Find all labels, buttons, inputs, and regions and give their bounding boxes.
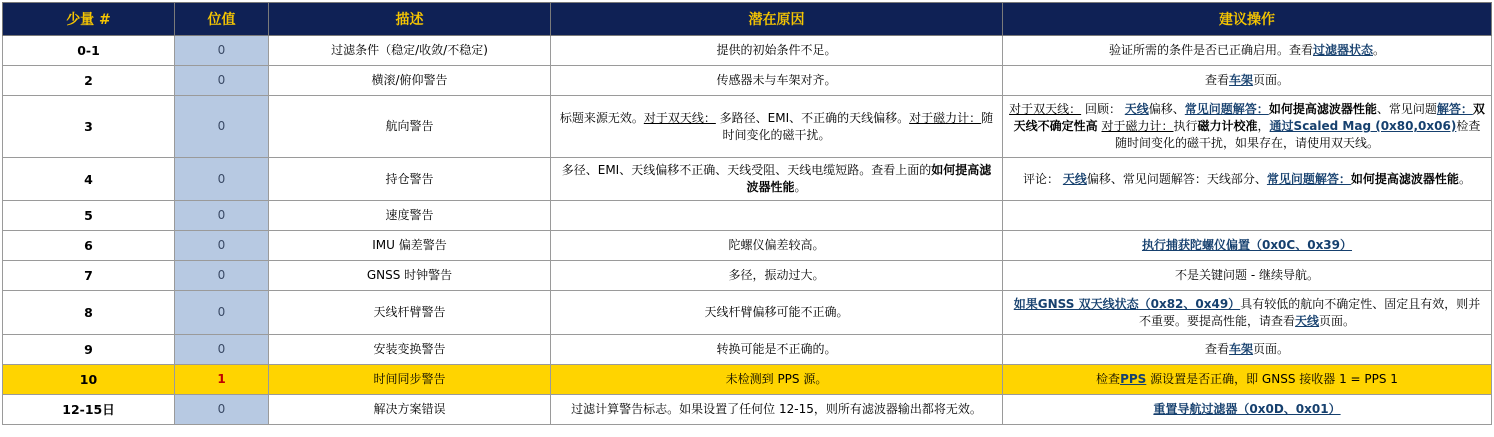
header-action: 建议操作 [1003,3,1492,36]
table-row [3,158,1492,201]
bit-value-cell: 0 [175,201,269,231]
description-cell: 天线杆臂警告 [269,291,551,335]
table-row [3,36,1492,66]
table-row [3,261,1492,291]
cause-cell [551,201,1003,231]
action-text: 对于磁力计： [1101,119,1174,133]
action-text: 源设置是否正确，即 GNSS 接收器 1 = PPS 1 [1146,372,1398,386]
cause-text: 标题来源无效。 [559,110,644,125]
action-cell [1003,96,1492,158]
doc-link[interactable]: 重置导航过滤器（0x0D、0x01） [1153,402,1341,416]
doc-link[interactable]: 过滤器状态 [1312,43,1373,57]
description-cell: 过滤条件（稳定/收敛/不稳定) [269,36,551,66]
doc-link[interactable]: PPS [1120,372,1147,386]
cause-cell [551,335,1003,365]
action-text: 页面。 [1253,342,1290,356]
cause-cell [551,291,1003,335]
doc-link[interactable]: 天线 [1062,171,1087,186]
table-row [3,365,1492,395]
doc-link[interactable]: 通过Scaled Mag (0x80,0x06) [1269,119,1457,133]
doc-link[interactable]: 天线 [1294,313,1319,328]
action-text: 页面。 [1253,73,1290,87]
action-text: 回顾： [1081,102,1125,116]
action-cell [1003,36,1492,66]
action-text: 验证所需的条件是否已正确启用。查看 [1108,43,1313,57]
action-cell [1003,201,1492,231]
cause-text: 多路径、EMI、不正确的天线偏移。 [715,110,910,125]
table-row [3,201,1492,231]
doc-link[interactable]: 执行捕获陀螺仪偏置（0x0C、0x39） [1141,238,1353,252]
table-body [3,36,1492,425]
bit-value-cell: 0 [175,335,269,365]
action-text: 查看 [1204,342,1229,356]
bit-range-cell: 6 [3,231,175,261]
description-cell: 速度警告 [269,201,551,231]
action-cell [1003,66,1492,96]
bit-range-cell: 8 [3,291,175,335]
bit-value-cell: 0 [175,158,269,201]
action-text: 。 [1458,171,1471,186]
action-text: 执行 [1173,119,1198,133]
cause-cell [551,66,1003,96]
doc-link[interactable]: 天线 [1124,102,1149,116]
bit-range-cell: 3 [3,96,175,158]
bit-value-cell: 0 [175,395,269,425]
bit-value-cell: 0 [175,66,269,96]
cause-text: 未检测到 PPS 源。 [725,372,828,386]
cause-text: 提供的初始条件不足。 [716,43,837,57]
description-cell: IMU 偏差警告 [269,231,551,261]
cause-text: 对于双天线： [643,110,716,125]
doc-link[interactable]: 常见问题解答： [1266,171,1351,186]
action-text: 磁力计校准 [1197,119,1258,133]
bit-value-cell: 0 [175,261,269,291]
doc-link[interactable]: 解答： [1436,102,1473,116]
cause-text: 传感器未与车架对齐。 [716,73,837,87]
cause-text: 天线杆臂偏移可能不正确。 [704,305,849,319]
action-cell [1003,261,1492,291]
table-row [3,96,1492,158]
description-cell: 安装变换警告 [269,335,551,365]
cause-cell [551,158,1003,201]
bit-value-cell: 1 [175,365,269,395]
action-text: 不是关键问题 - 继续导航。 [1175,268,1319,282]
action-text: 。 [1373,43,1386,57]
action-text: 页面。 [1319,313,1356,328]
cause-text: 多径、EMI、天线偏移不正确、天线受阻、天线电缆短路。查看上面的 [561,163,932,177]
bit-value-cell: 0 [175,96,269,158]
bit-range-cell: 5 [3,201,175,231]
cause-cell [551,261,1003,291]
action-text: 偏移、常见问题解答：天线部分、 [1086,171,1267,186]
bit-range-cell: 10 [3,365,175,395]
bit-range-cell: 12-15日 [3,395,175,425]
bit-range-cell: 9 [3,335,175,365]
doc-link[interactable]: 车架 [1228,342,1253,356]
bit-range-cell: 7 [3,261,175,291]
action-text: 、常见问题 [1376,102,1437,116]
cause-text: 对于磁力计： [909,110,982,125]
header-cause: 潜在原因 [551,3,1003,36]
action-text: 如何提高滤波器性能 [1268,102,1377,116]
action-cell [1003,231,1492,261]
table-row [3,66,1492,96]
action-cell [1003,291,1492,335]
cause-text: 随时间变化的磁干扰。 [722,110,994,142]
description-cell: 横滚/俯仰警告 [269,66,551,96]
action-cell [1003,335,1492,365]
description-cell: GNSS 时钟警告 [269,261,551,291]
cause-cell [551,96,1003,158]
table-row [3,291,1492,335]
action-cell [1003,365,1492,395]
action-text: 具有较低的航向不确定性、固定且有效，则并不重要。要提高性能，请查看 [1138,296,1481,328]
description-cell: 航向警告 [269,96,551,158]
action-text: ， [1257,119,1270,133]
action-text: 如何提高滤波器性能 [1350,171,1459,186]
action-text: 对于双天线： [1009,102,1082,116]
bit-range-cell: 2 [3,66,175,96]
cause-cell [551,395,1003,425]
action-cell [1003,158,1492,201]
action-text: 偏移、 [1148,102,1185,116]
header-value: 位值 [175,3,269,36]
action-text: 检查随时间变化的磁干扰，如果存在，请使用双天线。 [1114,119,1481,150]
action-text: 双天线不确定性高 [1013,102,1485,133]
doc-link[interactable]: 车架 [1228,73,1253,87]
action-text: 评论： [1023,171,1063,186]
header-description: 描述 [269,3,551,36]
bit-status-table [2,2,1492,425]
cause-text: 陀螺仪偏差较高。 [728,238,825,252]
cause-cell [551,36,1003,66]
action-text: 查看 [1204,73,1229,87]
bit-value-cell: 0 [175,36,269,66]
bit-range-cell: 4 [3,158,175,201]
header-row [3,3,1492,36]
description-cell: 持仓警告 [269,158,551,201]
table-row [3,395,1492,425]
action-cell [1003,395,1492,425]
table-row [3,335,1492,365]
bit-value-cell: 0 [175,231,269,261]
bit-range-cell: 0-1 [3,36,175,66]
cause-text: 转换可能是不正确的。 [716,342,837,356]
cause-cell [551,365,1003,395]
doc-link[interactable]: 常见问题解答： [1184,102,1269,116]
action-text: 检查 [1096,372,1121,386]
cause-cell [551,231,1003,261]
description-cell: 解决方案错误 [269,395,551,425]
cause-text: 多径，振动过大。 [728,268,825,282]
cause-text: 。 [794,180,807,194]
header-bits: 少量 # [3,3,175,36]
table-row [3,231,1492,261]
doc-link[interactable]: 如果GNSS 双天线状态（0x82、0x49） [1013,296,1241,311]
cause-text: 过滤计算警告标志。如果设置了任何位 12-15，则所有滤波器输出都将无效。 [571,402,982,416]
bit-value-cell: 0 [175,291,269,335]
cause-text: 如何提高滤波器性能 [746,163,992,194]
description-cell: 时间同步警告 [269,365,551,395]
